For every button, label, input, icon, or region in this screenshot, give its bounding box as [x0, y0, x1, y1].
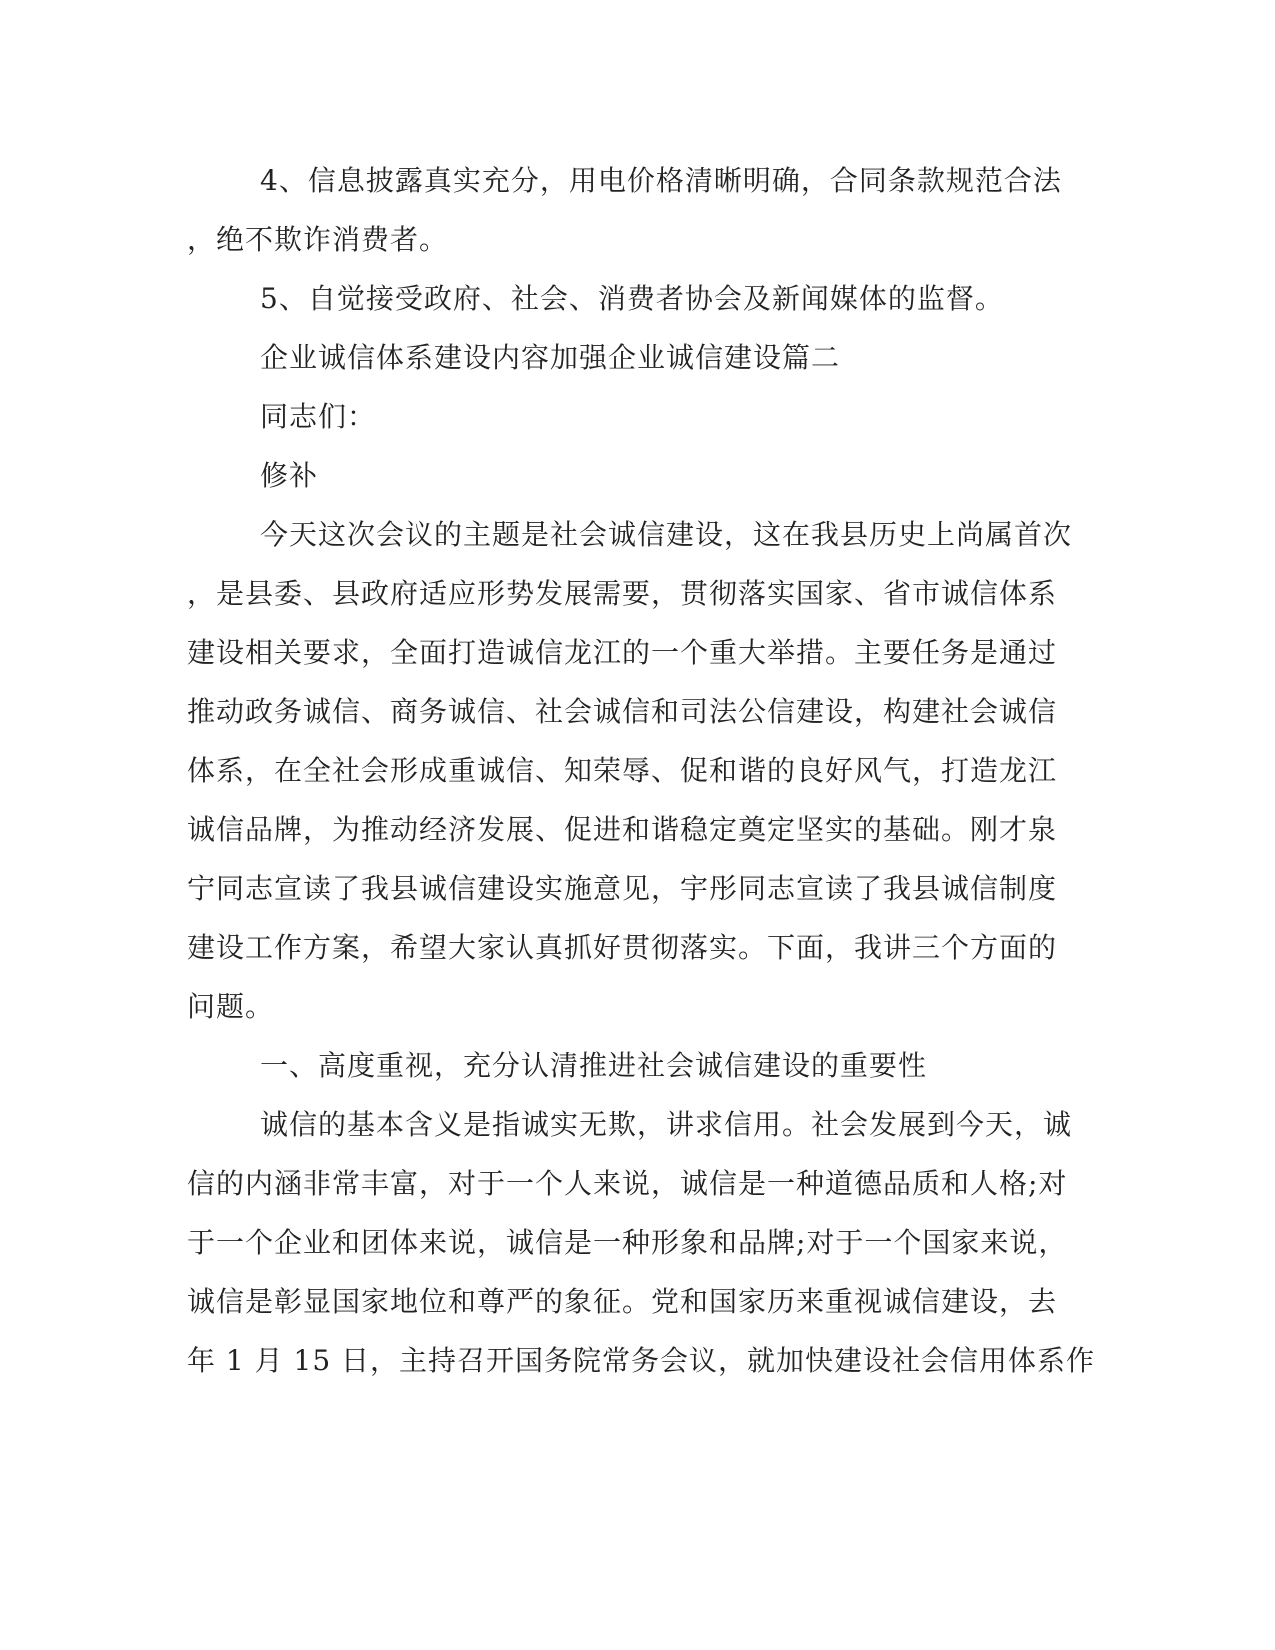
paragraph-line: 诚信是彰显国家地位和尊严的象征。党和国家历来重视诚信建设，去: [187, 1285, 1058, 1318]
paragraph-line: 4、信息披露真实充分，用电价格清晰明确，合同条款规范合法: [260, 164, 1062, 197]
salutation: 同志们：: [260, 400, 377, 433]
paragraph-line: 推动政务诚信、商务诚信、社会诚信和司法公信建设，构建社会诚信: [187, 695, 1058, 728]
paragraph-line: 诚信的基本含义是指诚实无欺，讲求信用。社会发展到今天，诚: [260, 1108, 1073, 1141]
section-heading: 一、高度重视，充分认清推进社会诚信建设的重要性: [260, 1049, 928, 1082]
paragraph-line: 年 1 月 15 日，主持召开国务院常务会议，就加快建设社会信用体系作: [187, 1344, 1096, 1377]
paragraph-line: 修补: [260, 459, 319, 492]
paragraph-line: 体系，在全社会形成重诚信、知荣辱、促和谐的良好风气，打造龙江: [187, 754, 1058, 787]
paragraph-line: 于一个企业和团体来说，诚信是一种形象和品牌;对于一个国家来说，: [187, 1226, 1068, 1259]
paragraph-line: 5、自觉接受政府、社会、消费者协会及新闻媒体的监督。: [260, 282, 1004, 315]
paragraph-line: ，是县委、县政府适应形势发展需要，贯彻落实国家、省市诚信体系: [187, 577, 1058, 610]
paragraph-line: 今天这次会议的主题是社会诚信建设，这在我县历史上尚属首次: [260, 518, 1073, 551]
paragraph-line: 宁同志宣读了我县诚信建设实施意见，宇彤同志宣读了我县诚信制度: [187, 872, 1058, 905]
paragraph-line: 信的内涵非常丰富，对于一个人来说，诚信是一种道德品质和人格;对: [187, 1167, 1068, 1200]
paragraph-line: 建设相关要求，全面打造诚信龙江的一个重大举措。主要任务是通过: [187, 636, 1058, 669]
paragraph-line: 建设工作方案，希望大家认真抓好贯彻落实。下面，我讲三个方面的: [187, 931, 1058, 964]
section-heading: 企业诚信体系建设内容加强企业诚信建设篇二: [260, 341, 841, 374]
paragraph-line: ，绝不欺诈消费者。: [187, 223, 449, 256]
paragraph-line: 问题。: [187, 990, 275, 1023]
paragraph-line: 诚信品牌，为推动经济发展、促进和谐稳定奠定坚实的基础。刚才泉: [187, 813, 1058, 846]
